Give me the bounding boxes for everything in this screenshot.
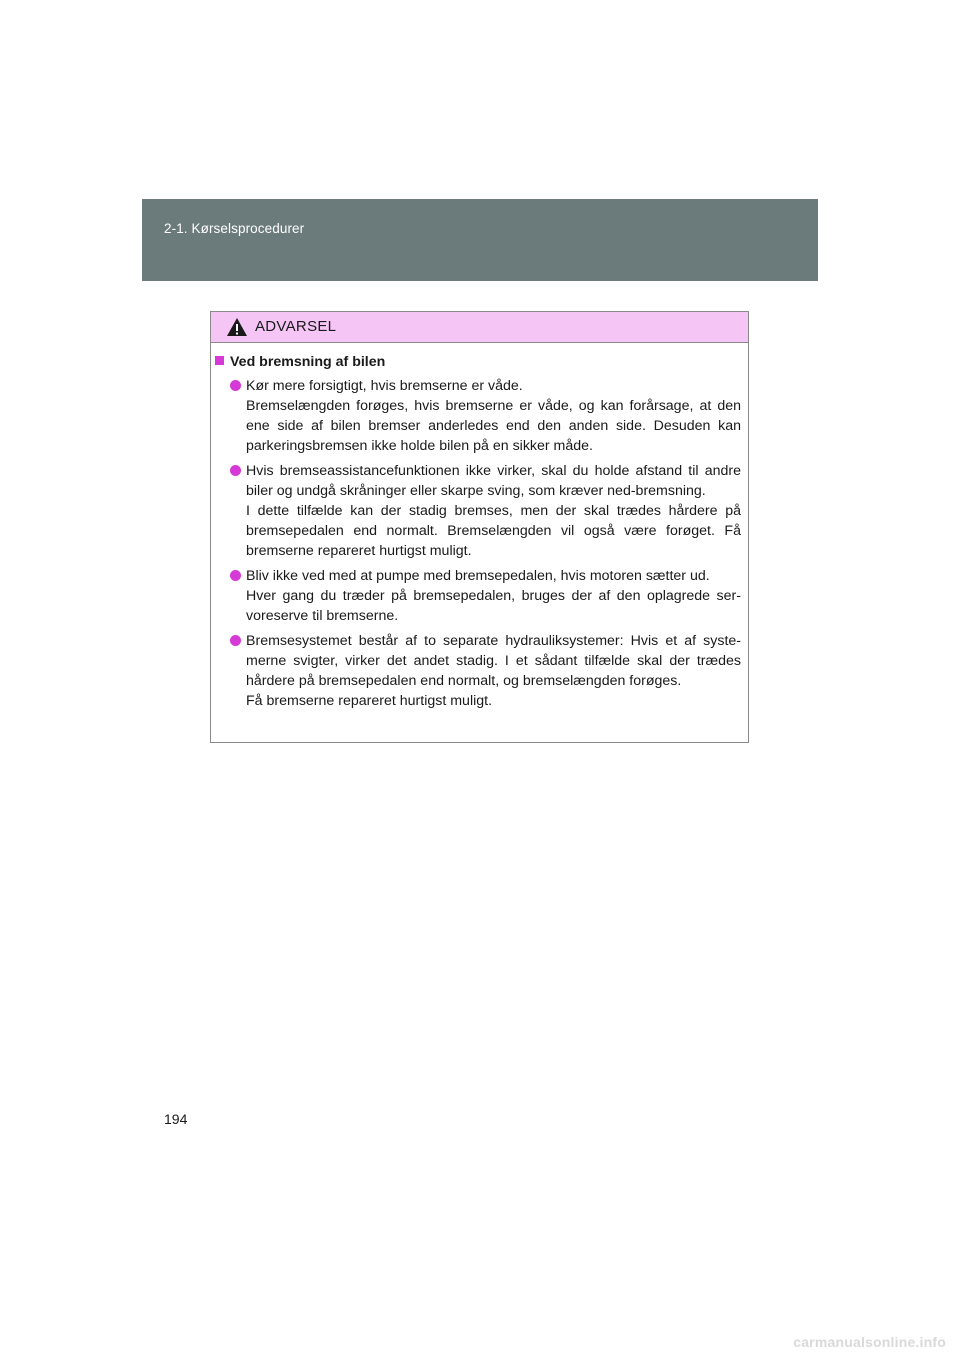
item-line: I dette tilfælde kan der stadig bremses, men der skal trædes hårdere på bremsepedalen end normalt. Bremselængden vil også være forøget. Få bremserne repareret hurtigst muligt. [246,503,741,559]
item-line: Få bremserne repareret hurtigst muligt. [246,693,493,709]
warning-box [210,311,749,743]
item-line: Hvis bremseassistancefunktionen ikke virker, skal du holde afstand til andre biler og undgå skråninger eller skarpe sving, som kræver ned-bremsning. [246,463,741,499]
item-line: Bremselængden forøges, hvis bremserne er våde, og kan forårsage, at den ene side af bilen bremser anderledes end den anden side. Desuden kan parkeringsbremsen ikke holde bilen på en sikker måde. [246,398,741,454]
warning-topic-text: Ved bremsning af bilen [230,354,386,370]
section-header-band [142,199,818,281]
watermark: carmanualsonline.info [793,1334,946,1350]
item-line: Hver gang du træder på bremsepedalen, bruges der af den oplagrede ser-voreserve til bremserne. [246,588,741,624]
warning-item [215,566,741,626]
item-line: Kør mere forsigtigt, hvis bremserne er våde. [246,378,523,394]
warning-item [215,461,741,561]
warning-item [215,631,741,711]
round-bullet-icon [230,570,241,581]
square-bullet-icon [215,356,224,365]
warning-item [215,376,741,456]
warning-topic [215,354,741,370]
warning-triangle-icon [226,317,248,337]
round-bullet-icon [230,465,241,476]
warning-header [211,312,748,343]
page-number: 194 [164,1111,188,1127]
section-title: 2-1. Kørselsprocedurer [164,221,305,236]
item-line: Bliv ikke ved med at pumpe med bremsepedalen, hvis motoren sætter ud. [246,568,710,584]
round-bullet-icon [230,635,241,646]
item-line: Bremsesystemet består af to separate hydrauliksystemer: Hvis et af syste-merne svigter, virker det andet stadig. I et sådant tilfælde skal der trædes hårdere på bremsepedalen end normalt, og bremselængden forøges. [246,633,741,689]
round-bullet-icon [230,380,241,391]
warning-title: ADVARSEL [255,318,337,335]
warning-body [211,343,748,711]
